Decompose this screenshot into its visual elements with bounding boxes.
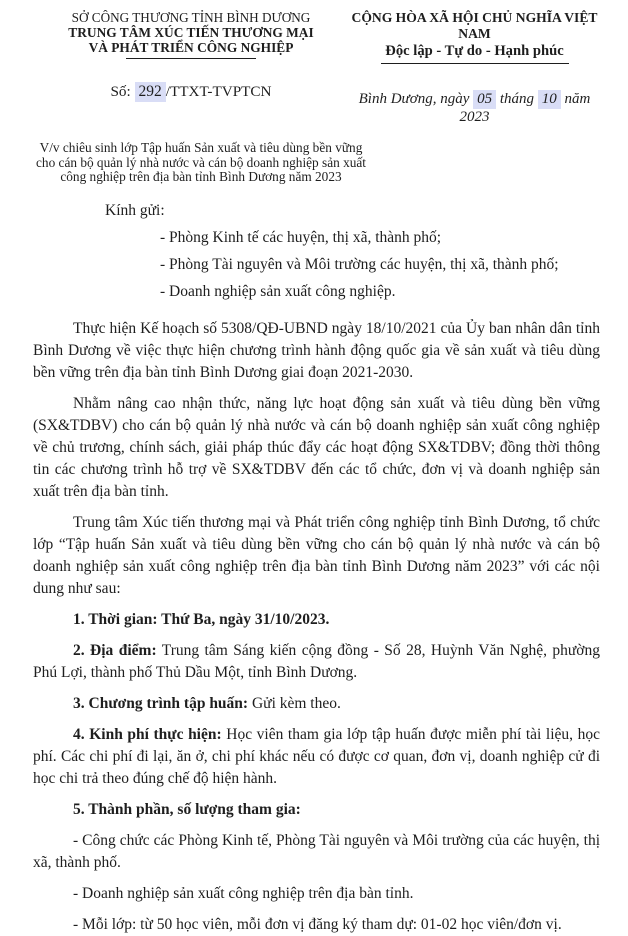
national-motto: Độc lập - Tự do - Hạnh phúc (385, 43, 564, 59)
section-location-label: 2. Địa điểm: (73, 641, 157, 659)
participant-line: - Doanh nghiệp sản xuất công nghiệp trên địa bàn tỉnh. (73, 884, 414, 902)
body-paragraph: Nhằm nâng cao nhận thức, năng lực hoạt động sản xuất và tiêu dùng bền vững (SX&TDBV) cho cán bộ quản lý nhà nước và cán bộ doanh nghiệp sản xuất công nghiệp về chủ trương, chính sách, giải pháp thúc đẩy các hoạt động SX&TDBV; đồng thời thông tin các chương trình hỗ trợ về SX&TDBV đến các tổ chức, đơn vị và doanh nghiệp sản xuất trên địa bàn tỉnh. (33, 394, 600, 500)
agency-name-line1: TRUNG TÂM XÚC TIẾN THƯƠNG MẠI (68, 25, 314, 40)
section-program-label: 3. Chương trình tập huấn: (73, 694, 249, 712)
agency-name-line2: VÀ PHÁT TRIỂN CÔNG NGHIỆP (88, 40, 294, 55)
document-number-suffix: /TTXT-TVPTCN (165, 83, 272, 100)
letter-body (33, 200, 600, 936)
recipient-list (33, 227, 600, 303)
date-middle: tháng (499, 91, 535, 107)
date-prefix: Bình Dương, ngày (358, 91, 470, 107)
salutation-label: Kính gửi: (105, 201, 165, 219)
section-participants (33, 799, 600, 821)
subject-line: V/v chiêu sinh lớp Tập huấn Sản xuất và tiêu dùng bền vững cho cán bộ quản lý nhà nước và cán bộ doanh nghiệp sản xuất công nghiệp trên địa bàn tỉnh Bình Dương năm 2023 (36, 140, 366, 185)
month-field[interactable]: 10 (538, 90, 561, 109)
document-number-label: Số: (110, 83, 131, 100)
national-motto-block (349, 10, 600, 126)
letter-header (33, 10, 600, 126)
section-funding (33, 724, 600, 790)
document-number-field[interactable]: 292 (135, 82, 166, 102)
section-funding-label: 4. Kinh phí thực hiện: (73, 725, 222, 743)
national-name: CỘNG HÒA XÃ HỘI CHỦ NGHĨA VIỆT NAM (351, 10, 598, 41)
body-paragraph: Trung tâm Xúc tiến thương mại và Phát triển công nghiệp tỉnh Bình Dương, tổ chức lớp “Tập huấn Sản xuất và tiêu dùng bền vững cho cán bộ quản lý nhà nước và cán bộ doanh nghiệp sản xuất công nghiệp trên địa bàn tỉnh Bình Dương năm 2023” với các nội dung như sau: (33, 513, 600, 597)
document-number-line (33, 82, 349, 102)
section-program-text: Gửi kèm theo. (251, 694, 341, 712)
place-date-line (349, 90, 600, 126)
day-field[interactable]: 05 (473, 90, 496, 109)
participant-line: - Mỗi lớp: từ 50 học viên, mỗi đơn vị đăng ký tham dự: 01-02 học viên/đơn vị. (73, 915, 562, 933)
section-program (33, 693, 600, 715)
section-location-text: Trung tâm Sáng kiến cộng đồng - Số 28, Huỳnh Văn Nghệ, phường Phú Lợi, thành phố Thủ Dầu Một, tỉnh Bình Dương. (33, 641, 600, 681)
section-time (33, 609, 600, 631)
agency-underline (126, 58, 256, 59)
date-suffix: năm 2023 (459, 91, 591, 125)
parent-agency-name: SỞ CÔNG THƯƠNG TỈNH BÌNH DƯƠNG (71, 10, 311, 25)
body-paragraph: Thực hiện Kế hoạch số 5308/QĐ-UBND ngày 18/10/2021 của Ủy ban nhân dân tỉnh Bình Dương về việc thực hiện chương trình hành động quốc gia về sản xuất và tiêu dùng bền vững trên địa bàn tỉnh Bình Dương giai đoạn 2021-2030. (33, 319, 600, 381)
recipient-line: - Phòng Kinh tế các huyện, thị xã, thành phố; (160, 228, 442, 246)
section-location (33, 640, 600, 684)
motto-underline (381, 63, 569, 64)
participant-line: - Công chức các Phòng Kinh tế, Phòng Tài nguyên và Môi trường của các huyện, thị xã, thành phố. (33, 831, 600, 871)
section-funding-text: Học viên tham gia lớp tập huấn được miễn phí tài liệu, học phí. Các chi phí đi lại, ăn ở, chi phí khác nếu có được cơ quan, đơn vị, doanh nghiệp cử đi học chi trả theo đúng chế độ hiện hành. (33, 725, 601, 787)
issuing-agency-block (33, 10, 349, 126)
recipient-line: - Doanh nghiệp sản xuất công nghiệp. (160, 282, 396, 300)
section-time-label: 1. Thời gian: Thứ Ba, ngày 31/10/2023. (73, 610, 330, 628)
section-participants-label: 5. Thành phần, số lượng tham gia: (73, 800, 301, 818)
recipient-line: - Phòng Tài nguyên và Môi trường các huyện, thị xã, thành phố; (160, 255, 559, 273)
